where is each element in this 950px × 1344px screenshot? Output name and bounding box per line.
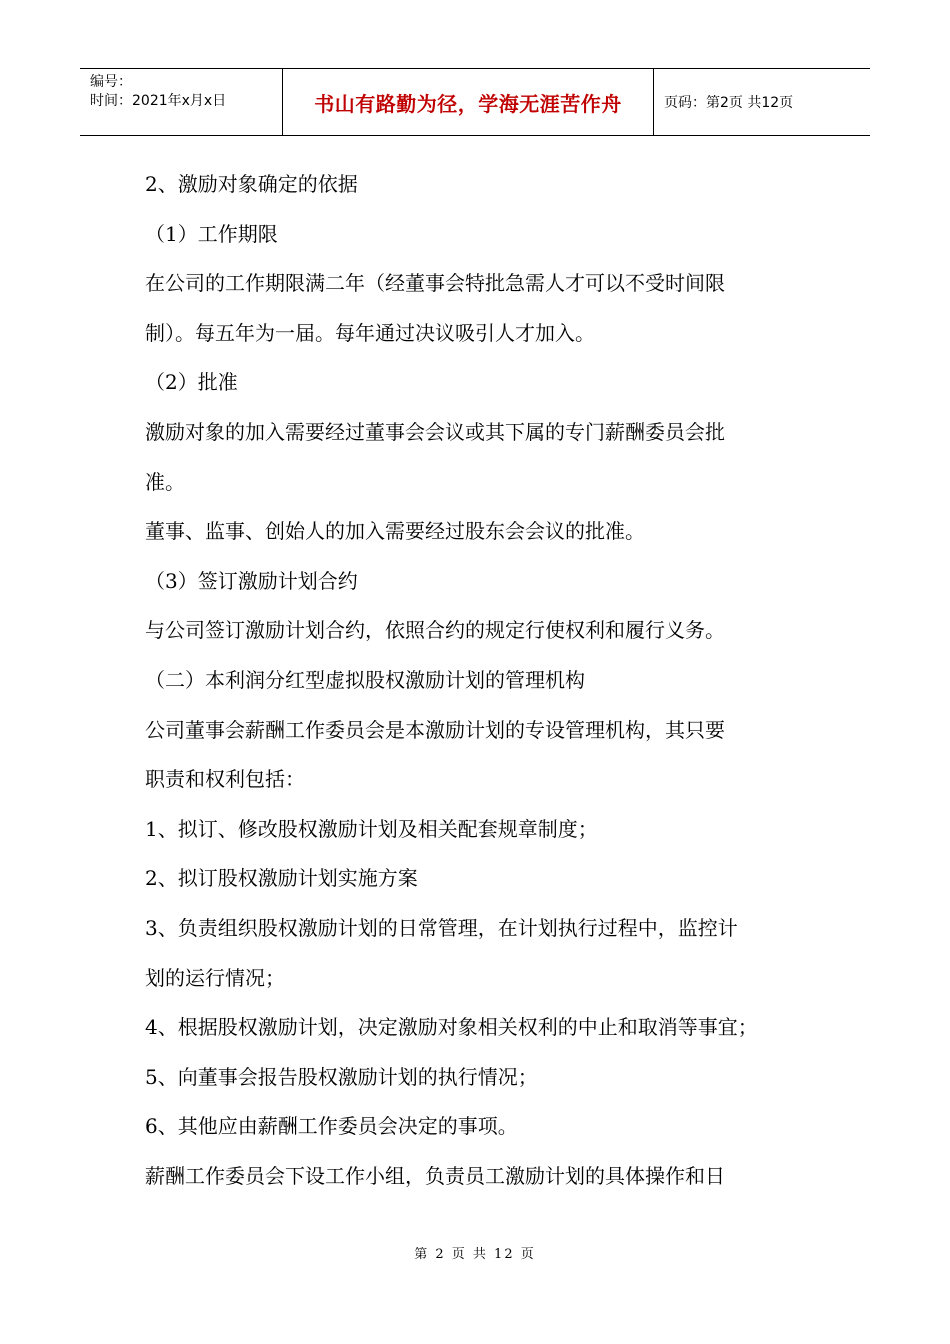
body-line: 1、拟订、修改股权激励计划及相关配套规章制度；	[145, 816, 598, 841]
body-line: 2、激励对象确定的依据	[145, 172, 358, 196]
document-number-label: 编号：	[90, 74, 132, 90]
body-line: （1）工作期限	[145, 221, 278, 246]
body-line: 在公司的工作期限满二年（经董事会特批急需人才可以不受时间限	[145, 271, 725, 296]
body-line: （二）本利润分红型虚拟股权激励计划的管理机构	[145, 667, 585, 692]
page-header	[80, 68, 870, 136]
body-line: 董事、监事、创始人的加入需要经过股东会会议的批准。	[145, 519, 645, 544]
body-line: 薪酬工作委员会下设工作小组，负责员工激励计划的具体操作和日	[145, 1163, 725, 1188]
body-line: 制）。每五年为一届。每年通过决议吸引人才加入。	[145, 320, 595, 345]
body-line: 4、根据股权激励计划，决定激励对象相关权利的中止和取消等事宜；	[145, 1015, 758, 1040]
document-time-label: 时间：2021年x月x日	[90, 93, 227, 109]
body-line: 准。	[145, 469, 185, 494]
page-footer: 第 2 页 共 12 页	[414, 1247, 536, 1262]
header-meta	[80, 69, 282, 135]
body-line: 2、拟订股权激励计划实施方案	[145, 866, 418, 891]
body-line: 3、负责组织股权激励计划的日常管理，在计划执行过程中，监控计	[145, 915, 738, 940]
body-line: 6、其他应由薪酬工作委员会决定的事项。	[145, 1114, 518, 1139]
body-line: 公司董事会薪酬工作委员会是本激励计划的专设管理机构，其只要	[145, 717, 725, 742]
header-page-number: 页码：第2页 共12页	[664, 95, 794, 111]
body-line: 激励对象的加入需要经过董事会会议或其下属的专门薪酬委员会批	[145, 419, 725, 444]
body-line: 与公司签订激励计划合约，依照合约的规定行使权利和履行义务。	[145, 618, 725, 643]
document-body	[145, 160, 815, 1201]
body-line: 5、向董事会报告股权激励计划的执行情况；	[145, 1064, 538, 1089]
body-line: （2）批准	[145, 370, 238, 395]
header-motto: 书山有路勤为径，学海无涯苦作舟	[282, 69, 654, 135]
body-line: 职责和权利包括：	[145, 767, 305, 792]
body-line: （3）签订激励计划合约	[145, 568, 358, 593]
body-line: 划的运行情况；	[145, 965, 285, 990]
